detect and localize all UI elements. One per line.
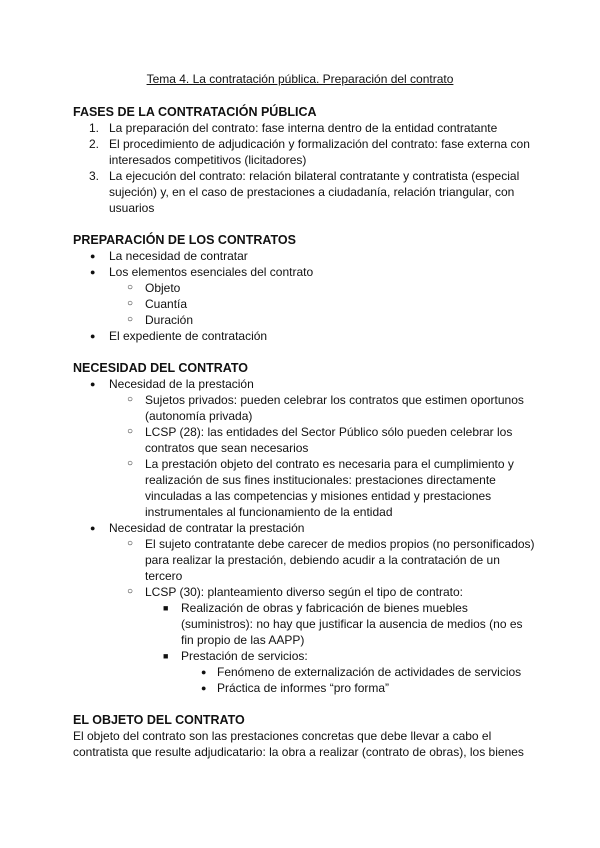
list-item-text: Sujetos privados: pueden celebrar los contratos que estimen oportunos (autonomía privada) — [145, 393, 524, 423]
bullet-filled-icon: ● — [90, 331, 96, 341]
list-item-text: Realización de obras y fabricación de bienes muebles (suministros): no hay que justificar la ausencia de medios (no es fin propio de las AAPP) — [181, 601, 523, 647]
bullet-hollow-icon: ○ — [127, 538, 134, 549]
list-item — [73, 424, 535, 456]
bullet-filled-icon: ● — [90, 379, 96, 389]
list-item-text: Práctica de informes “pro forma” — [217, 681, 390, 695]
bullet-filled-icon: ● — [201, 683, 207, 693]
list-item-text: La ejecución del contrato: relación bilateral contratante y contratista (especial sujeción) y, en el caso de prestaciones a ciudadanía, relación triangular, con usuarios — [109, 169, 520, 215]
heading-fases: FASES DE LA CONTRATACIÓN PÚBLICA — [73, 105, 317, 119]
list-item-text: Necesidad de la prestación — [109, 377, 254, 391]
bullet-square-icon: ■ — [163, 651, 169, 661]
list-item — [73, 264, 535, 280]
heading-necesidad: NECESIDAD DEL CONTRATO — [73, 361, 249, 375]
list-item — [73, 664, 535, 680]
list-item — [73, 584, 535, 600]
list-item — [73, 248, 535, 264]
list-item-text: El expediente de contratación — [109, 329, 268, 343]
heading-objeto: EL OBJETO DEL CONTRATO — [73, 713, 245, 727]
list-item — [73, 648, 535, 664]
bullet-hollow-icon: ○ — [127, 314, 134, 325]
list-item — [73, 312, 535, 328]
list-number: 1. — [89, 121, 100, 135]
list-item — [73, 600, 535, 648]
list-item-text: Objeto — [145, 281, 181, 295]
document-body — [73, 104, 535, 760]
list-item-text: Fenómeno de externalización de actividades de servicios — [217, 665, 522, 679]
list-item-text: La prestación objeto del contrato es necesaria para el cumplimiento y realización de sus fines institucionales: prestaciones directamente vinculadas a las competencias y misiones entidad y prestaciones instrumentales al funcionamiento de la entidad — [145, 457, 514, 519]
list-number: 2. — [89, 137, 100, 151]
bullet-square-icon: ■ — [163, 603, 169, 613]
list-number: 3. — [89, 169, 100, 183]
list-item — [73, 376, 535, 392]
list-item-text: LCSP (28): las entidades del Sector Público sólo pueden celebrar los contratos que sean necesarios — [145, 425, 513, 455]
list-item-text: Necesidad de contratar la prestación — [109, 521, 305, 535]
list-item-text: El sujeto contratante debe carecer de medios propios (no personificados) para realizar la prestación, debiendo acudir a la contratación de un tercero — [145, 537, 535, 583]
list-item — [73, 280, 535, 296]
document-title: Tema 4. La contratación pública. Preparación del contrato — [146, 72, 454, 86]
bullet-filled-icon: ● — [201, 667, 207, 677]
bullet-hollow-icon: ○ — [127, 426, 134, 437]
list-item — [73, 456, 535, 520]
bullet-hollow-icon: ○ — [127, 282, 134, 293]
list-item-text: Duración — [145, 313, 194, 327]
list-item — [73, 296, 535, 312]
bullet-filled-icon: ● — [90, 267, 96, 277]
list-item — [73, 136, 535, 168]
list-item — [73, 328, 535, 344]
bullet-filled-icon: ● — [90, 251, 96, 261]
list-item-text: Los elementos esenciales del contrato — [109, 265, 314, 279]
list-item — [73, 680, 535, 696]
list-item-text: La necesidad de contratar — [109, 249, 248, 263]
list-item-text: Prestación de servicios: — [181, 649, 308, 663]
list-item — [73, 120, 535, 136]
bullet-hollow-icon: ○ — [127, 298, 134, 309]
bullet-hollow-icon: ○ — [127, 394, 134, 405]
heading-preparacion: PREPARACIÓN DE LOS CONTRATOS — [73, 233, 296, 247]
paragraph-objeto: El objeto del contrato son las prestaciones concretas que debe llevar a cabo el contratista que resulte adjudicatario: la obra a realizar (contrato de obras), los bienes — [73, 729, 524, 759]
list-item — [73, 392, 535, 424]
list-item — [73, 536, 535, 584]
list-item-text: La preparación del contrato: fase interna dentro de la entidad contratante — [109, 121, 498, 135]
list-item-text: LCSP (30): planteamiento diverso según el tipo de contrato: — [145, 585, 463, 599]
list-item — [73, 520, 535, 536]
list-item — [73, 168, 535, 216]
bullet-hollow-icon: ○ — [127, 458, 134, 469]
bullet-hollow-icon: ○ — [127, 586, 134, 597]
list-item-text: Cuantía — [145, 297, 188, 311]
bullet-filled-icon: ● — [90, 523, 96, 533]
list-item-text: El procedimiento de adjudicación y formalización del contrato: fase externa con interesados competitivos (licitadores) — [109, 137, 530, 167]
